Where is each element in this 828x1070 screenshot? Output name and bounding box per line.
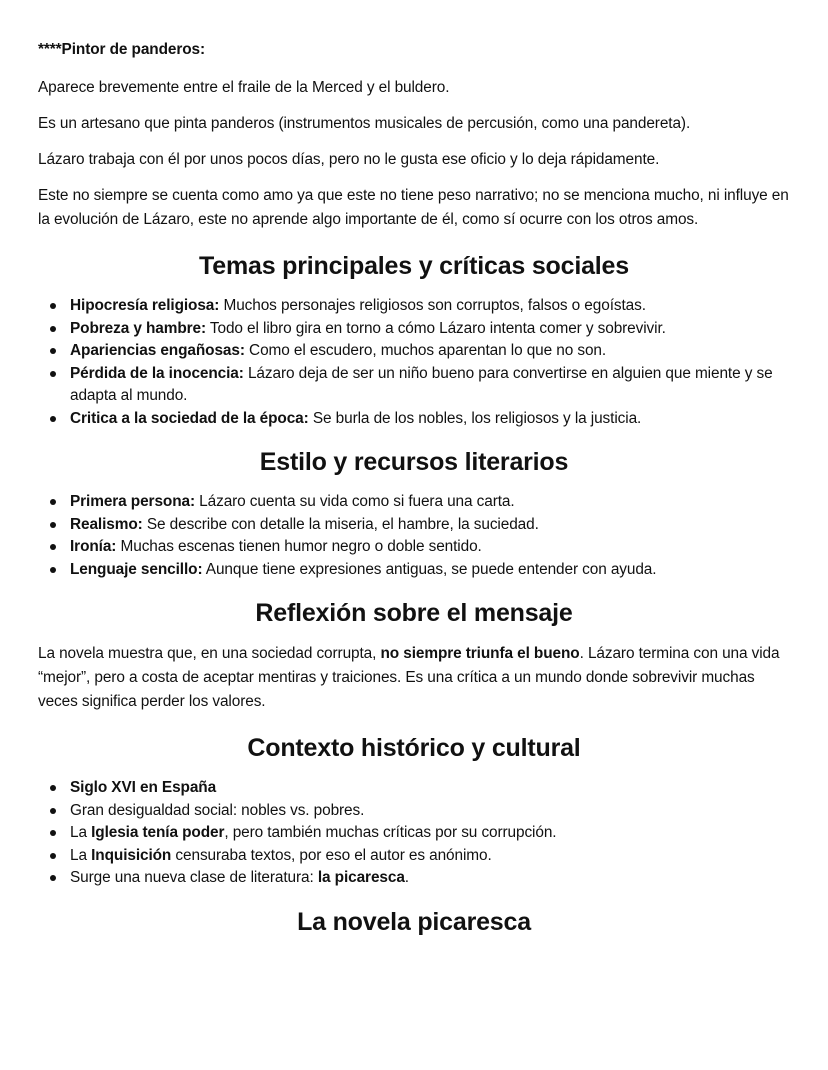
- item-term: Critica a la sociedad de la época:: [70, 409, 309, 427]
- list-item: [38, 514, 790, 537]
- section-pintor-de-panderos: [38, 38, 790, 232]
- section-temas: [38, 252, 790, 430]
- item-term: Lenguaje sencillo:: [70, 560, 203, 578]
- bullet-list: [38, 491, 790, 581]
- section-heading: Contexto histórico y cultural: [247, 734, 581, 762]
- section-heading: Estilo y recursos literarios: [259, 448, 569, 476]
- section-heading: Temas principales y críticas sociales: [199, 252, 629, 280]
- item-emphasis: Inquisición: [91, 846, 172, 864]
- list-item: [38, 491, 790, 514]
- section-contexto: [38, 734, 790, 890]
- list-item: [38, 408, 790, 431]
- item-text: Muchas escenas tienen humor negro o doble sentido.: [116, 538, 482, 555]
- list-item: [38, 295, 790, 318]
- item-text: Como el escudero, muchos aparentan lo que no son.: [244, 342, 607, 359]
- paragraph-text-start: La novela muestra que, en una sociedad corrupta,: [38, 645, 381, 662]
- item-term: Ironía:: [70, 538, 117, 555]
- section-reflexion: [38, 599, 790, 714]
- item-term: Realismo:: [70, 515, 143, 533]
- item-emphasis: Iglesia tenía poder: [91, 824, 225, 841]
- item-text: .: [404, 869, 409, 886]
- item-text: Muchos personajes religiosos son corruptos, falsos o egoístas.: [219, 297, 646, 314]
- bullet-icon: [50, 303, 56, 309]
- item-term: Pobreza y hambre:: [70, 319, 207, 337]
- item-text: La: [70, 824, 92, 841]
- bullet-icon: [50, 371, 56, 377]
- section-heading: Reflexión sobre el mensaje: [255, 599, 573, 627]
- list-item: [38, 363, 790, 408]
- bullet-icon: [50, 830, 56, 836]
- paragraph: Este no siempre se cuenta como amo ya que este no tiene peso narrativo; no se menciona mucho, ni influye en la evolución de Lázaro, este no aprende algo importante de él, como sí ocurre con los otros amos.: [38, 187, 789, 228]
- item-text: Se describe con detalle la miseria, el hambre, la suciedad.: [142, 515, 539, 533]
- bullet-icon: [50, 785, 56, 791]
- list-item: [38, 800, 790, 823]
- item-text: Lázaro cuenta su vida como si fuera una carta.: [195, 493, 515, 510]
- bullet-icon: [50, 567, 56, 573]
- item-text: censuraba textos, por eso el autor es anónimo.: [171, 846, 492, 864]
- bullet-icon: [50, 522, 56, 528]
- paragraph-text-end: . Lázaro termina con una vida “mejor”, pero a costa de aceptar mentiras y traiciones. Es una crítica a un mundo donde sobrevivir muchas veces significa perder los valores.: [38, 645, 780, 710]
- paragraph: Lázaro trabaja con él por unos pocos días, pero no le gusta ese oficio y lo deja rápidamente.: [38, 151, 660, 168]
- item-text: Todo el libro gira en torno a cómo Lázaro intenta comer y sobrevivir.: [206, 319, 666, 337]
- item-text: Lázaro deja de ser un niño bueno para convertirse en alguien que miente y se adapta al mundo.: [70, 364, 773, 404]
- paragraph: [38, 642, 790, 714]
- list-item: [38, 867, 790, 890]
- item-text: La: [70, 846, 92, 864]
- bullet-icon: [50, 875, 56, 881]
- item-text: Se burla de los nobles, los religiosos y la justicia.: [308, 409, 642, 427]
- list-item: [38, 845, 790, 868]
- section-estilo: [38, 448, 790, 581]
- paragraph: Es un artesano que pinta panderos (instrumentos musicales de percusión, como una pandereta).: [38, 115, 691, 132]
- bullet-list: [38, 295, 790, 430]
- list-item: [38, 777, 790, 800]
- list-item: [38, 318, 790, 341]
- item-term: Pérdida de la inocencia:: [70, 364, 244, 382]
- item-text: Gran desigualdad social: nobles vs. pobres.: [70, 801, 365, 819]
- bullet-icon: [50, 499, 56, 505]
- bullet-icon: [50, 348, 56, 354]
- item-emphasis: la picaresca: [317, 869, 405, 886]
- item-term: Apariencias engañosas:: [70, 342, 245, 359]
- item-term: Hipocresía religiosa:: [70, 297, 220, 314]
- list-item: [38, 536, 790, 559]
- section-novela-picaresca: [38, 908, 790, 937]
- item-text: Aunque tiene expresiones antiguas, se puede entender con ayuda.: [202, 560, 657, 578]
- bullet-icon: [50, 416, 56, 422]
- section-heading: La novela picaresca: [297, 907, 531, 936]
- list-item: [38, 559, 790, 582]
- item-term: Primera persona:: [70, 493, 195, 510]
- item-text: Surge una nueva clase de literatura:: [70, 869, 318, 886]
- paragraph-emphasis: no siempre triunfa el bueno: [380, 645, 580, 662]
- section-label: ****Pintor de panderos:: [38, 41, 206, 58]
- bullet-icon: [50, 808, 56, 814]
- item-emphasis: Siglo XVI en España: [70, 779, 217, 796]
- paragraph: Aparece brevemente entre el fraile de la Merced y el buldero.: [38, 79, 450, 96]
- bullet-icon: [50, 544, 56, 550]
- list-item: [38, 340, 790, 363]
- list-item: [38, 822, 790, 845]
- bullet-icon: [50, 853, 56, 859]
- bullet-icon: [50, 326, 56, 332]
- item-text: , pero también muchas críticas por su corrupción.: [224, 824, 557, 841]
- bullet-list: [38, 777, 790, 890]
